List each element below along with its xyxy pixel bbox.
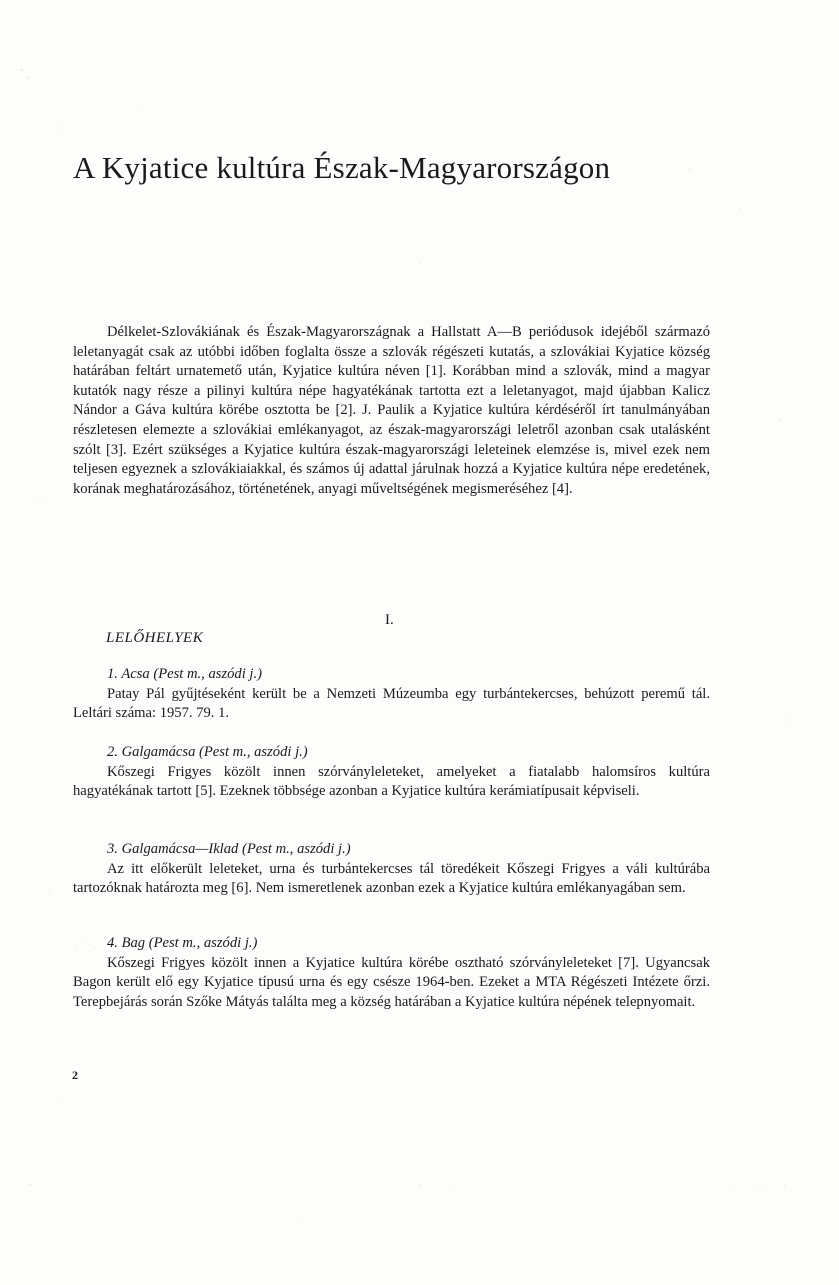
site-entry-heading: 1. Acsa (Pest m., aszódi j.) xyxy=(107,666,262,682)
intro-paragraph: Délkelet-Szlovákiának és Észak-Magyarországnak a Hallstatt A—B periódusok idejéből származó leletanyagát csak az utóbbi időben foglalta össze a szlovák régészeti kutatás, a szlovákiai Kyjatice község határában feltárt urnatemető után, Kyjatice kultúra néven [1]. Korábban mind a szlovák, mind a magyar kutatók nagy része a pilinyi kultúra népe hagyatékának tartotta ezt a leletanyagot, majd újabban Kalicz Nándor a Gáva kultúra körébe osztotta be [2]. J. Paulik a Kyjatice kultúra kérdéséről írt tanulmányában részletesen elemezte a szlovákiai emlékanyagot, az észak-magyarországi leletről azonban csak utalásként szólt [3]. Ezért szükséges a Kyjatice kultúra észak-magyarországi leleteinek elemzése is, mivel ezek nem teljesen egyeznek a szlovákiaiakkal, és számos új adattal járulnak hozzá a Kyjatice kultúra népe eredetének, korának meghatározásához, történetének, anyagi műveltségének megismeréséhez [4]. xyxy=(73,324,710,497)
site-entry-1 xyxy=(73,665,710,724)
site-entry-heading: 2. Galgamácsa (Pest m., aszódi j.) xyxy=(107,744,308,760)
section-number: I. xyxy=(385,612,394,628)
site-entry-text: Kőszegi Frigyes közölt innen a Kyjatice kultúra körébe osztható szórványleleteket [7]. Ugyancsak Bagon került elő egy Kyjatice típusú urna és egy csésze 1964-ben. Ezeket a MTA Régészeti Intézete őrzi. Terepbejárás során Szőke Mátyás találta meg a község határában a Kyjatice kultúra népének telepnyomait. xyxy=(73,954,710,1010)
site-entry-heading: 3. Galgamácsa—Iklad (Pest m., aszódi j.) xyxy=(107,841,351,857)
site-entry-heading: 4. Bag (Pest m., aszódi j.) xyxy=(107,935,258,951)
site-entry-4 xyxy=(73,934,710,1012)
section-title: LELŐHELYEK xyxy=(106,630,204,646)
site-entry-text: Kőszegi Frigyes közölt innen szórványleleteket, amelyeket a fiatalabb halomsíros kultúra hagyatékának tartott [5]. Ezeknek többsége azonban a Kyjatice kultúra kerámiatípusait képviseli. xyxy=(73,763,710,800)
site-entry-3 xyxy=(73,840,710,899)
page-number: 2 xyxy=(72,1068,78,1082)
article-title: A Kyjatice kultúra Észak-Magyarországon xyxy=(73,150,611,185)
site-entry-text: Az itt előkerült leleteket, urna és turbántekercses tál töredékeit Kőszegi Frigyes a váli kultúrába tartozóknak határozta meg [6]. Nem ismeretlenek azonban ezek a Kyjatice kultúra emlékanyagában sem. xyxy=(73,860,710,897)
site-entry-2 xyxy=(73,743,710,802)
site-entry-text: Patay Pál gyűjtéseként került be a Nemzeti Múzeumba egy turbántekercses, behúzott peremű tál. Leltári száma: 1957. 79. 1. xyxy=(73,685,710,722)
